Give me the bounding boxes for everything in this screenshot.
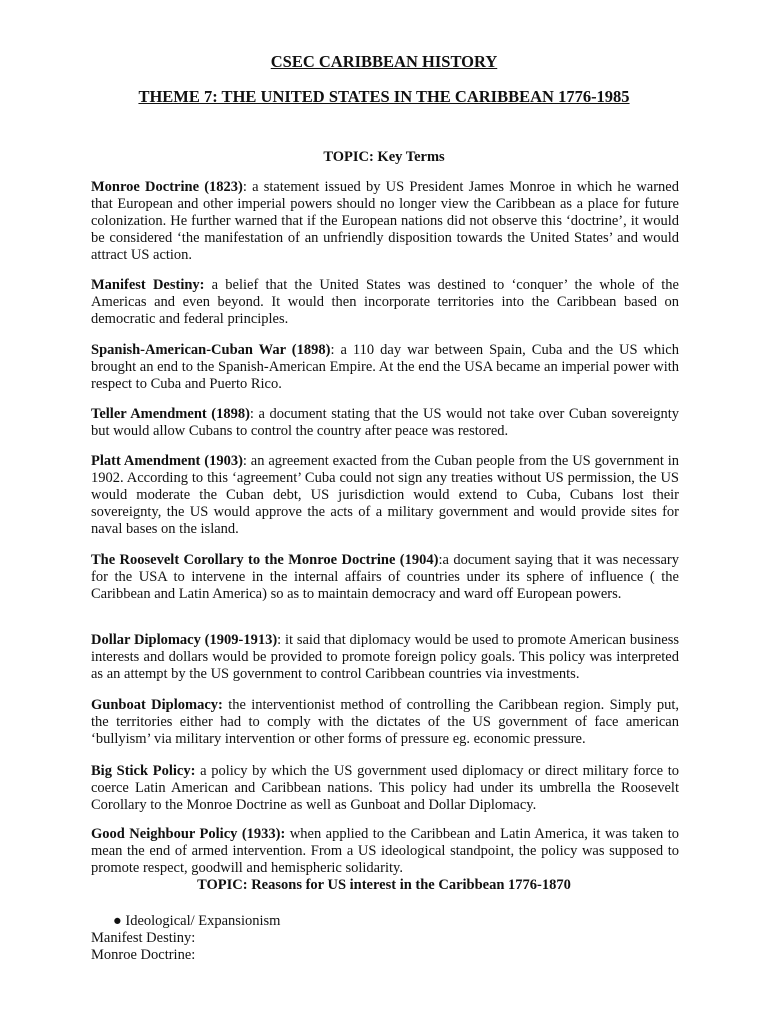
topic-key-terms-heading: TOPIC: Key Terms [323,149,445,165]
term-label: Platt Amendment (1903) [91,453,243,469]
term-platt-amendment [91,453,679,538]
term-definition: : a document stating that the US would not take over Cuban sovereignty but would allow Cubans to control the country after peace was restored. [91,406,679,439]
term-label: Spanish-American-Cuban War (1898) [91,342,331,358]
term-label: Manifest Destiny: [91,277,205,293]
line-monroe-doctrine: Monroe Doctrine: [91,947,196,963]
term-definition: :a document saying that it was necessary for the USA to intervene in the internal affairs of countries under its sphere of influence ( the Caribbean and Latin America) so as to maintain democracy and ward off European powers. [91,552,679,602]
term-label: The Roosevelt Corollary to the Monroe Doctrine (1904) [91,552,439,568]
term-good-neighbour-policy [91,826,679,877]
term-gunboat-diplomacy [91,697,679,748]
term-big-stick-policy [91,763,679,814]
term-label: Good Neighbour Policy (1933): [91,826,286,842]
term-definition: : it said that diplomacy would be used to promote American business interests and dollars would be provided to promote foreign policy goals. This policy was interpreted as an attempt by the US government to control Caribbean countries via investments. [91,632,680,682]
term-teller-amendment [91,406,679,440]
term-monroe-doctrine [91,179,679,264]
term-roosevelt-corollary [91,552,679,603]
term-definition: : a statement issued by US President James Monroe in which he warned that European and other imperial powers should no longer view the Caribbean as a place for future colonization. He further warned that if the European nations did not observe this ‘doctrine’, it would be considered ‘the manifestation of an unfriendly disposition towards the United States’ and would attract US action. [91,179,679,263]
term-dollar-diplomacy [91,632,679,683]
term-definition: the interventionist method of controlling the Caribbean region. Simply put, the territories either had to comply with the dictates of the US government of face american ‘bullyism’ via military intervention or other forms of pressure eg. economic pressure. [91,697,679,747]
document-title: CSEC CARIBBEAN HISTORY [270,52,498,71]
term-label: Teller Amendment (1898) [91,406,250,422]
topic-reasons-heading: TOPIC: Reasons for US interest in the Caribbean 1776-1870 [197,877,571,893]
term-label: Big Stick Policy: [91,763,196,779]
term-spanish-american-cuban-war [91,342,679,393]
term-definition: a belief that the United States was destined to ‘conquer’ the whole of the Americas and even beyond. It would then incorporate territories into the Caribbean based on democratic and federal principles. [91,277,679,327]
term-label: Monroe Doctrine (1823) [91,179,243,195]
term-definition: when applied to the Caribbean and Latin America, it was taken to mean the end of armed intervention. From a US ideological standpoint, the policy was supposed to promote respect, goodwill and hemispheric solidarity. [91,826,679,876]
term-definition: a policy by which the US government used diplomacy or direct military force to coerce Latin American and Caribbean nations. This policy had under its umbrella the Roosevelt Corollary to the Monroe Doctrine as well as Gunboat and Dollar Diplomacy. [91,763,679,813]
line-manifest-destiny: Manifest Destiny: [91,930,196,946]
term-manifest-destiny [91,277,679,328]
bullet-ideological-expansionism: ● Ideological/ Expansionism [113,913,281,929]
term-definition: : an agreement exacted from the Cuban people from the US government in 1902. According to this ‘agreement’ Cuba could not sign any treaties without US permission, the US would moderate the Cuban debt, US jurisdiction would extend to Cuba, Cubans lost their sovereignty, the US would approve the acts of a military government and would provide sites for naval bases on the island. [91,453,680,537]
term-label: Gunboat Diplomacy: [91,697,223,713]
theme-heading: THEME 7: THE UNITED STATES IN THE CARIBBEAN 1776-1985 [138,87,630,106]
term-definition: : a 110 day war between Spain, Cuba and the US which brought an end to the Spanish-American Empire. At the end the USA became an imperial power with respect to Cuba and Puerto Rico. [91,342,679,392]
term-label: Dollar Diplomacy (1909-1913) [91,632,278,648]
